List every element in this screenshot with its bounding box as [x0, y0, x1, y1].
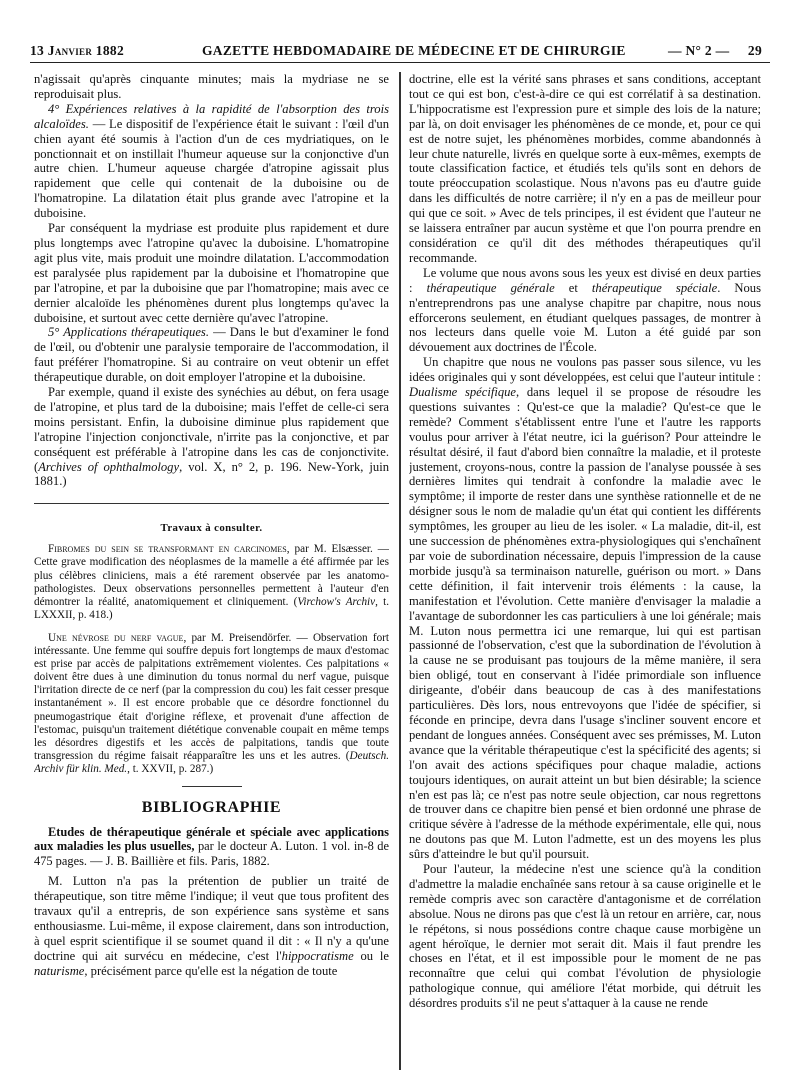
fibromes-citation-end: , t. LXXXII, p. 418.) — [34, 595, 389, 621]
paragraph-volume — [409, 266, 761, 355]
paragraph-chapitre — [409, 355, 761, 862]
exemple-citation: Archives of ophthalmology — [38, 459, 180, 474]
travaux-heading: Travaux à consulter. — [160, 522, 263, 535]
experiences-heading: 4° Expériences relatives à la rapidité de l'absorption des trois alcaloïdes. — [34, 101, 389, 131]
bibliographie-heading: BIBLIOGRAPHIE — [141, 798, 282, 816]
lutton-start: M. Lutton n'a pas la prétention de publier un traité de thérapeutique, son titre même l'indique; il veut que tous profitent des travaux qu'il a entrepris, de son expérience sans système et sans enthousiasme. Lui-même, il expose clairement, dans son introduction, à quel esprit scientifique il se soumet quand il dit : « Il n'y a qu'une doctrine qui ait survécu en médecine, c'est l' — [34, 874, 389, 963]
paragraph-doctrine: doctrine, elle est la vérité sans phrases et sans conditions, acceptant tout ce qui est bon, c'est-à-dire ce qui est corrélatif à sa destination. L'hippocratisme est l'expression pure et simple des lois de la nature; par là, on doit envisager les phénomènes de ce monde, et, pour ce qui est de notre sujet, les phénomènes morbides, comme abandonnés à leur chute naturelle, livrés en quelque sorte à eux-mêmes, exempts de toute classification factice, et étudiés tels qu'ils sont en dehors de toute préoccupation scolastique. Nous n'avons pas eu d'autre guide dans les difficultés de notre carrière; il n'y en a pas de meilleur pour qui que ce soit. » Avec de tels principes, il est évident que l'auteur ne se laissera entraîner par aucun système et que l'on pourra prendre en considération ce qu'il dit des méthodes thérapeutiques qu'il recommande. — [409, 72, 761, 265]
applications-body: — Dans le but d'examiner le fond de l'œil, ou d'obtenir une paralysie temporaire de l'accommodation, il faut préférer l'homatropine. Si au contraire on veut obtenir un effet thérapeutique durable, on doit employer l'atropine et la duboisine. — [34, 325, 389, 385]
nevrose-citation-end: , t. XXVII, p. 287.) — [127, 762, 214, 775]
chapitre-end: , dans lequel il se propose de résoudre les questions suivantes : Qu'est-ce que la maladie? Qu'est-ce que le remède? Comment s'établissent entre l'une et l'autre les rapports voulus pour arriver à l'état neutre, ici la guérison? Pour atteindre le résultat désiré, il faut d'abord bien connaître la maladie, et il proteste justement, croyons-nous, contre la passion de l'analyse poussée à ses dernières limites qui tendrait à confondre la maladie avec le symptôme; il importe de rester dans une synthèse rationnelle et de ne désigner sous le nom de maladie qu'un état qui contient les différents symptômes, les grouper au lieu de les isoler. « La maladie, dit-il, est une succession de phénomènes extra-physiologiques qui s'enchaînent par voie de subordination nécessaire, depuis l'impression de la cause morbide jusqu'à sa terminaison naturelle, guérison ou mort. » Dans cette définition, il fait intervenir trois éléments : la cause, la manifestation et l'évolution. Cette manière d'envisager la maladie a l'avantage de subordonner les cas particuliers à une loi générale; mais M. Luton nous permettra ici une remarque, lui qui est partisan passionné de l'observation, c'est que la subordination de l'évolution à la cause ne se produisant pas toujours de la même manière, il sera bien obligé, tout en conservant à l'idée primordiale son influence dirigeante, d'obéir dans beaucoup de cas à des manifestations particulières. Dès lors, nous entrevoyons que l'idée de spécifier, si féconde en principe, devra dans l'usage s'incliner souvent encore et pendant de longues années. Conséquent avec ses prémisses, M. Luton avance que la véritable thérapeutique c'est la spécificité des agents; si l'on avait des actions spécifiques pour chaque maladie, actions toujours identiques, on aurait atteint un but bien désirable; la science n'en est pas là; ce n'est pas notre seule objection, car nous regrettons de trouver dans ce chapitre bien pensé et bien ordonné une phrase de critique sévère à l'adresse de la méthode expérimentale, elle qui, nous ne doutons pas que M. Luton l'admette, est un des moyens les plus sûrs d'atteindre le but qu'il poursuit. — [409, 385, 761, 862]
running-header — [30, 40, 770, 63]
fibromes-citation: Virchow's Archiv — [297, 595, 376, 608]
header-issue-number: — N° 2 — — [668, 43, 730, 58]
book-reference — [34, 825, 389, 868]
exemple-citation-end: , vol. X, n° 2, p. 196. New-York, juin 1881.) — [34, 459, 389, 489]
exemple-body: Par exemple, quand il existe des synéchies au début, on fera usage de l'atropine, et plus tard de la duboisine; mais l'effet de celle-ci sera moins persistant. Enfin, la duboisine diminue plus rapidement que l'atropine l'injection conjonctivale, n'irrite pas la conjonctive, et par conséquent est préférable à l'atropine dans les cas de conjonctivite. ( — [34, 385, 389, 474]
paragraph-exemple — [34, 385, 389, 489]
nevrose-title: Une névrose du nerf vague, — [48, 631, 187, 644]
fibromes-title: Fibromes du sein se transformant en carcinomes, — [48, 543, 290, 556]
right-column — [409, 72, 761, 1080]
travaux-section — [34, 543, 389, 776]
volume-end: . Nous n'entreprendrons pas une analyse chapitre par chapitre, nous nous efforcerons seulement, en étudiant quelques passages, de montrer à nos lecteurs dans quelle voie M. Luton a été guidé par son dévouement aux doctrines de l'École. — [409, 280, 761, 355]
entry-fibromes — [34, 543, 389, 622]
volume-start: Le volume que nous avons sous les yeux est divisé en deux parties : — [409, 265, 761, 295]
book-title: Etudes de thérapeutique générale et spéciale avec applications aux maladies les plus usuelles, — [34, 824, 389, 854]
experiences-body: — Le dispositif de l'expérience était le suivant : l'œil d'un chien ayant été soumis à l'action d'un de ces mydriatiques, on le ponctionnait et on instillait l'humeur aqueuse sur la conjonctive d'un autre chien. L'humeur aqueuse chargée d'atropine agissait plus rapidement que celle qui contenait de la duboisine ou de l'homatropine. La dilatation était plus grande avec l'atropine et la duboisine. — [34, 116, 389, 221]
paragraph-lutton — [34, 874, 389, 978]
paragraph-consequence: Par conséquent la mydriase est produite plus rapidement et dure plus longtemps avec l'atropine qu'avec la duboisine. L'homatropine agit plus vite, mais produit une moindre dilatation. L'accommodation est paralysée plus rapidement par la duboisine et l'homatropine que par l'atropine, et par la duboisine que par l'homatropine; mais avec ce dernier alcaloïde les phénomènes durent plus longtemps qu'avec la duboisine, et surtout avec cette dernière qu'avec l'atropine. — [34, 221, 389, 325]
paragraph-experiences — [34, 102, 389, 221]
applications-heading: 5° Applications thérapeutiques. — [48, 325, 209, 340]
lutton-end: , précisément parce qu'elle est la négation de toute — [84, 963, 338, 978]
volume-mid: et — [554, 280, 592, 295]
paragraph-auteur: Pour l'auteur, la médecine n'est une science qu'à la condition d'admettre la maladie enchaînée sans retour à sa cause originelle et le remède compris avec son caractère d'antagonisme et de corrélation absolue. Nous ne dirons pas que c'est là un retour en arrière, car, nous le répétons, si nous possédions contre chaque cause morbigène un agent héroïque, le dernier mot serait dit. Mais il faut prendre les choses en l'état, et il est impossible pour le moment de ne pas reconnaître que celui qui combat l'évolution de physiologie pathologique connue, qui améliore l'état morbide, qui détruit les désordres produits s'il ne peut s'attaquer à la cause ne rende — [409, 862, 761, 1011]
column-divider — [399, 72, 401, 1070]
chapitre-italic: Dualisme spécifique — [409, 385, 517, 400]
header-page-number: 29 — [747, 43, 762, 58]
fibromes-body: par M. Elsæsser. — Cette grave modification des néoplasmes de la mamelle a été affirmée par les plus célèbres cliniciens, mais a été rarement observée par les anatomo-pathologistes. Deux observations personnelles permettent à l'auteur d'en démontrer la réalité, anatomiquement et cliniquement. ( — [34, 543, 389, 608]
paragraph-applications — [34, 325, 389, 385]
left-column — [34, 72, 389, 1080]
book-details: par le docteur A. Luton. 1 vol. in-8 de 475 pages. — J. B. Baillière et fils. Paris, 1882. — [34, 839, 389, 868]
lutton-mid: ou le — [353, 948, 389, 963]
lutton-italic-2: naturisme — [34, 963, 85, 978]
header-title: GAZETTE HEBDOMADAIRE DE MÉDECINE ET DE CHIRURGIE — [202, 43, 626, 58]
lutton-italic-1: hippocratisme — [281, 948, 354, 963]
short-rule — [182, 786, 242, 787]
nevrose-citation: Deutsch. Archiv für klin. Med. — [34, 749, 389, 775]
nevrose-body: par M. Preisendörfer. — Observation fort intéressante. Une femme qui souffre depuis fort longtemps de maux d'estomac est prise par accès de palpitations extrêmement violentes. Ces palpitations « doivent être dues à une diminution du tonus normal du nerf vague, puisque l'irritation directe de ce nerf (par la compression du cou) les fait cesser presque instantanément ». Il est encore probable que ce désordre fonctionnel du pneumogastrique était d'origine réflexe, et provenait d'une affection de l'estomac, puisqu'un traitement diététique convenable coupait en même temps les désordres digestifs et les accès de palpitations, tandis que toute transgression du régime faisait réapparaître les uns et les autres. ( — [34, 631, 389, 762]
section-rule — [34, 503, 389, 504]
paragraph-mydriase: n'agissait qu'après cinquante minutes; mais la mydriase ne se reproduisait plus. — [34, 72, 389, 101]
volume-italic-2: thérapeutique spéciale — [591, 280, 718, 295]
entry-nevrose — [34, 632, 389, 776]
header-date: 13 Janvier 1882 — [30, 43, 125, 58]
volume-italic-1: thérapeutique générale — [426, 280, 555, 295]
chapitre-start: Un chapitre que nous ne voulons pas passer sous silence, vu les idées originales qui y sont développées, est celui que l'auteur intitule : — [409, 355, 761, 385]
